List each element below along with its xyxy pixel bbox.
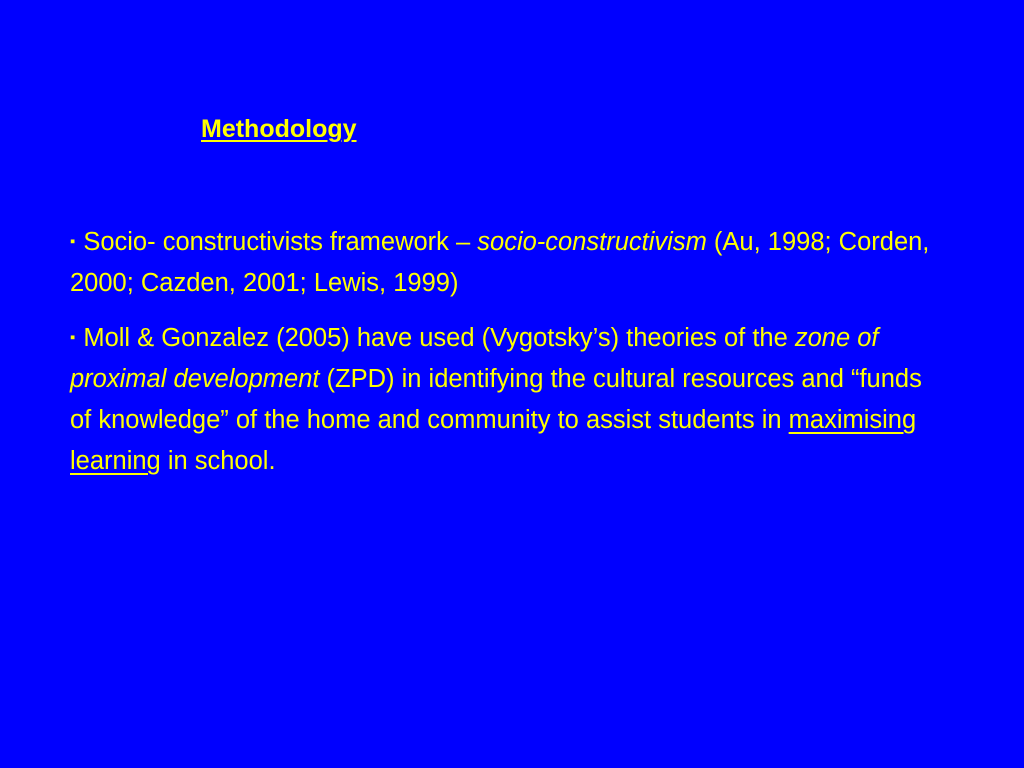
bullet-item-2 [70,317,950,482]
bullet-item-1 [70,221,950,304]
bullet-2-underlined-phrase: maximising learning [70,406,917,475]
bullet-2-text-a: Moll & Gonzalez (2005) have used (Vygotsky’s) theories of the [83,324,795,352]
square-bullet-icon: ▪ [70,233,76,250]
bullet-1-text-a: Socio- constructivists framework – [83,228,478,256]
bullet-2-text-b: (ZPD) in identifying the cultural resources and “funds of knowledge” of the home and community to assist students in [70,365,922,434]
bullet-2-italic-term: zone of proximal development [70,324,879,393]
bullet-list [70,221,950,495]
bullet-1-italic-term: socio-constructivism [477,228,707,256]
square-bullet-icon: ▪ [70,329,76,346]
slide-title: Methodology [201,115,357,143]
bullet-1-text-b: (Au, 1998; Corden, 2000; Cazden, 2001; Lewis, 1999) [70,228,930,297]
bullet-2-text-c: in school. [160,447,276,475]
